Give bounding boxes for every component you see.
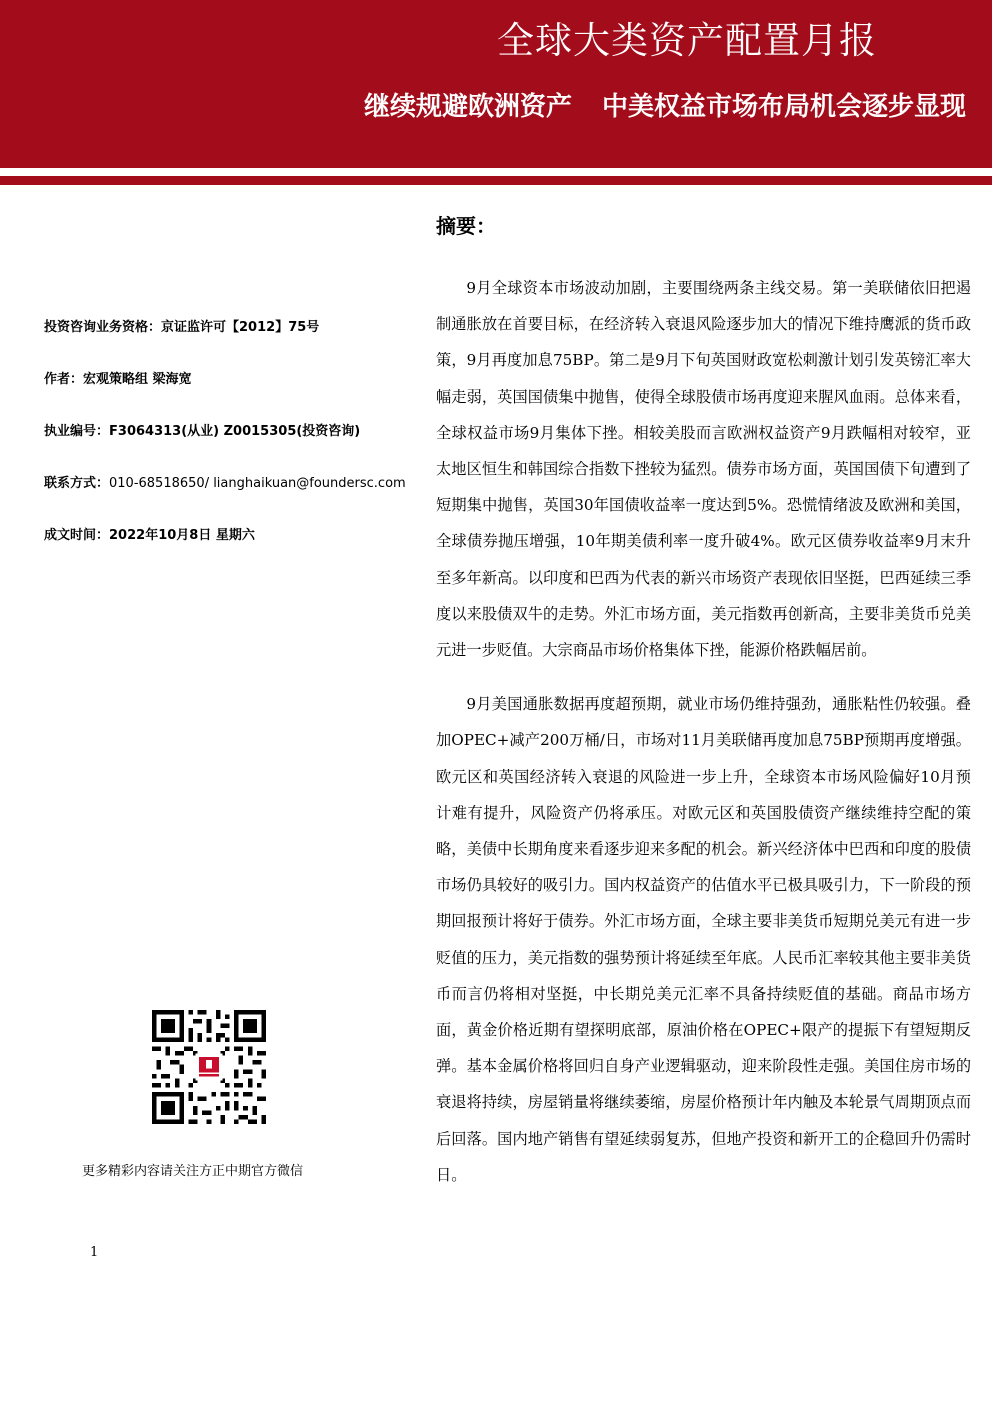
summary-paragraph: 9月全球资本市场波动加剧，主要围绕两条主线交易。第一美联储依旧把遏制通胀放在首要目标，在经济转入衰退风险逐步加大的情况下维持鹰派的货币政策，9月再度加息75BP。第二是9月下旬英国财政宽松刺激计划引发英镑汇率大幅走弱，英国国债集中抛售，使得全球股债市场再度迎来腥风血雨。总体来看，全球权益市场9月集体下挫。相较美股而言欧洲权益资产9月跌幅相对较窄，亚太地区恒生和韩国综合指数下挫较为猛烈。债券市场方面，英国国债下旬遭到了短期集中抛售，英国30年国债收益率一度达到5%。恐慌情绪波及欧洲和美国，全球债券抛压增强，10年期美债利率一度升破4%。欧元区债券收益率9月末升至多年新高。以印度和巴西为代表的新兴市场资产表现依旧坚挺，巴西延续三季度以来股债双牛的走势。外汇市场方面，美元指数再创新高，主要非美货币兑美元进一步贬值。大宗商品市场价格集体下挫，能源价格跌幅居前。 (436, 279, 971, 660)
meta-author (44, 367, 424, 393)
summary-paragraph: 9月美国通胀数据再度超预期，就业市场仍维持强劲，通胀粘性仍较强。叠加OPEC+减产200万桶/日，市场对11月美联储再度加息75BP预期再度增强。欧元区和英国经济转入衰退的风险进一步上升，全球资本市场风险偏好10月预计难有提升，风险资产仍将承压。对欧元区和英国股债资产继续维持空配的策略，美债中长期角度来看逐步迎来多配的机会。新兴经济体中巴西和印度的股债市场仍具较好的吸引力。国内权益资产的估值水平已极具吸引力，下一阶段的预期回报预计将好于债券。外汇市场方面，全球主要非美货币短期兑美元有进一步贬值的压力，美元指数的强势预计将延续至年底。人民币汇率较其他主要非美货币而言仍将相对坚挺，中长期兑美元汇率不具备持续贬值的基础。商品市场方面，黄金价格近期有望探明底部，原油价格在OPEC+限产的提振下有望短期反弹。基本金属价格将回归自身产业逻辑驱动，迎来阶段性走强。美国住房市场的衰退将持续，房屋销量将继续萎缩，房屋价格预计年内触及本轮景气周期顶点而后回落。国内地产销售有望延续弱复苏，但地产投资和新开工的企稳回升仍需时日。 (436, 695, 971, 1184)
report-subtitle-part2: 中美权益市场布局机会逐步显现 (601, 92, 966, 122)
meta-date-label: 成文时间： (44, 528, 110, 543)
meta-contact (44, 471, 424, 497)
meta-author-value: 宏观策略组 梁海宽 (83, 372, 192, 387)
meta-license-value: F3064313(从业) Z0015305(投资咨询) (109, 424, 361, 439)
meta-qualification-label: 投资咨询业务资格： (44, 320, 162, 335)
meta-qualification-value: 京证监许可【2012】75号 (161, 320, 320, 335)
meta-date (44, 523, 424, 549)
qr-caption: 更多精彩内容请关注方正中期官方微信 (82, 1164, 304, 1179)
summary-heading: 摘要： (436, 214, 496, 238)
meta-license (44, 419, 424, 445)
report-subtitle-part1: 继续规避欧洲资产 (363, 92, 572, 122)
meta-license-label: 执业编号： (44, 424, 110, 439)
report-subtitle (364, 86, 966, 123)
page-number: 1 (90, 1245, 99, 1260)
report-header-banner (0, 0, 992, 168)
meta-author-label: 作者： (44, 372, 84, 387)
report-meta (44, 315, 424, 575)
meta-date-value: 2022年10月8日 星期六 (109, 528, 255, 543)
meta-contact-value: 010-68518650/ lianghaikuan@foundersc.com (109, 476, 406, 491)
meta-qualification (44, 315, 424, 341)
header-divider (0, 176, 992, 185)
wechat-qr-code-icon (152, 1010, 266, 1124)
report-title: 全球大类资产配置月报 (497, 19, 877, 62)
summary-body (436, 270, 971, 1211)
meta-contact-label: 联系方式： (44, 476, 110, 491)
